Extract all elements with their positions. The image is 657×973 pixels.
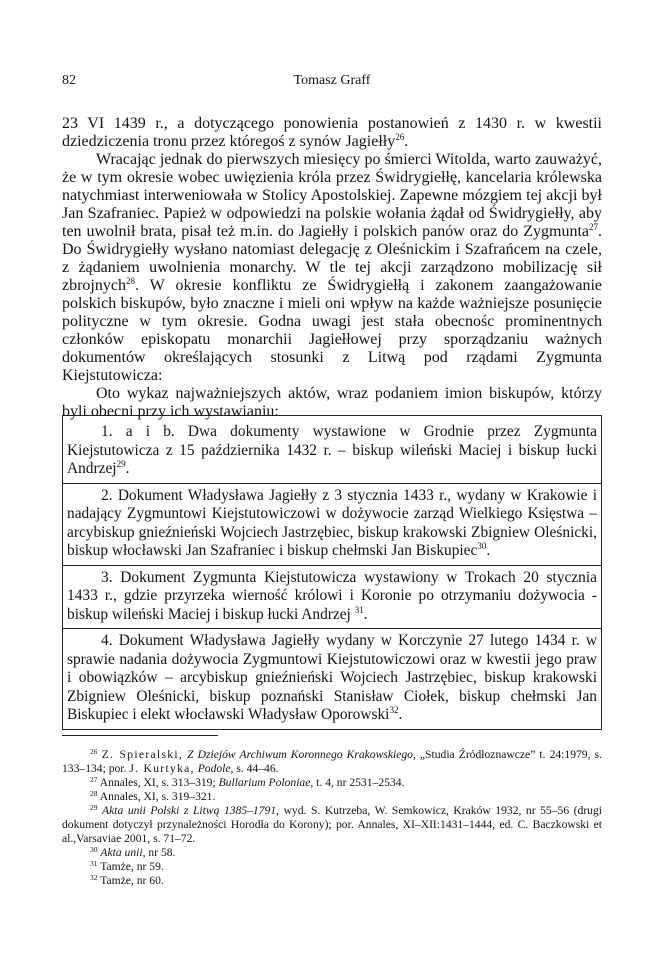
table-row: 1. a i b. Dwa dokumenty wystawione w Grodnie przez Zygmunta Kiejstutowicza z 15 października 1432 r. – biskup wileński Maciej i biskup łucki Andrzej$^{29}$. bbox=[67, 423, 597, 477]
page-number: 82 bbox=[62, 73, 76, 88]
footnote-separator bbox=[62, 735, 218, 736]
footnote-29: $^{29}$ Akta unii Polski z Litwą 1385–1791, wyd. S. Kutrzeba, W. Semkowicz, Kraków 1932, nr 55–56 (drugi dokument dotyczył przynależności Horodła do Korony); por. Annales, XI–XII:1431–1444, ed. C. Baczkowski et al.,Varsaviae 2001, s. 71–72. bbox=[62, 803, 602, 845]
footnote-26: $^{26}$ Z. Spieralski, Z Dziejów Archiwum Koronnego Krakowskiego, „Studia Źródłoznawcze” t. 24:1979, s. 133–134; por. J. Kurtyka, Podole, s. 44–46. bbox=[62, 747, 602, 775]
footnotes bbox=[62, 748, 602, 888]
footnote-28: $^{28}$ Annales, XI, s. 319–321. bbox=[90, 789, 216, 803]
footnote-ref[interactable]: 29 bbox=[116, 459, 126, 469]
paragraph-list-intro: Oto wykaz najważniejszych aktów, wraz podaniem imion biskupów, którzy byli obecni przy ich wystawianiu: bbox=[62, 385, 602, 420]
footnote-27: $^{27}$ Annales, XI, s. 313–319; Bullarium Poloniae, t. 4, nr 2531–2534. bbox=[90, 775, 405, 789]
footnote-31: $^{31}$ Tamże, nr 59. bbox=[90, 859, 164, 873]
running-head bbox=[62, 72, 602, 90]
footnote-ref[interactable]: 26 bbox=[395, 132, 405, 142]
footnote-ref[interactable]: 27 bbox=[589, 222, 598, 232]
footnote-30: $^{30}$ Akta unii, nr 58. bbox=[90, 845, 176, 859]
footnote-ref[interactable]: 30 bbox=[477, 541, 487, 551]
table-row: 4. Dokument Władysława Jagiełły wydany w Korczynie 27 lutego 1434 r. w sprawie nadania dożywocia Zygmuntowi Kiejstutowiczowi oraz w kwestii jego praw i obowiązków – arcybiskup gnieźnieński Wojciech Jastrzębiec, biskup krakowski Zbigniew Oleśnicki, biskup poznański Stanisław Ciołek, biskup chełmski Jan Biskupiec i elekt włocławski Władysław Oporowski$^{32}$. bbox=[63, 628, 601, 729]
paragraph-bishops: Wracając jednak do pierwszych miesięcy po śmierci Witolda, warto zauważyć, że w tym okresie wobec uwięzienia króla przez Świdrygiełłę, kancelaria królewska natychmiast interweniowała w Stolicy Apostolskiej. Zapewne mózgiem tej akcji był Jan Szafraniec. Papież w odpowiedzi na polskie wołania żądał od Świdrygiełły, aby ten uwolnił brata, pisał też m.in. do Jagiełły i polskich panów oraz do Zygmunta$^{27}$. Do Świdrygiełły wysłano natomiast delegację z Oleśnickim i Szafrańcem na czele, z żądaniem uwolnienia monarchy. W tle tej akcji zarządzono mobilizację sił zbrojnych$^{28}$. W okresie konfliktu ze Świdrygiełłą i zakonem zaangażowanie polskich biskupów, było znaczne i mieli oni wpływ na każde ważniejsze posunięcie polityczne w tym okresie. Godna uwagi jest stała obecnośc prominentnych członków episkopatu monarchii Jagiełłowej przy sporządzaniu ważnych dokumentów określających stosunki z Litwą pod rządami Zygmunta Kiejstutowicza: bbox=[62, 151, 602, 384]
footnote-ref[interactable]: 32 bbox=[389, 705, 399, 715]
table-row: 3. Dokument Zygmunta Kiejstutowicza wystawiony w Trokach 20 stycznia 1433 r., gdzie przyrzeka wierność królowi i Koronie po otrzymaniu dożywocia - biskup wileński Maciej i biskup łucki Andrzej $^{31}$. bbox=[63, 565, 601, 629]
body-text bbox=[62, 115, 602, 421]
footnote-ref[interactable]: 31 bbox=[354, 604, 364, 615]
footnote-32: $^{32}$ Tamże, nr 60. bbox=[90, 873, 164, 887]
table-row: 2. Dokument Władysława Jagiełły z 3 stycznia 1433 r., wydany w Krakowie i nadający Zygmuntowi Kiejstutowiczowi w dożywocie zarząd Wielkiego Księstwa – arcybiskup gnieźnieński Wojciech Jastrzębiec, biskup krakowski Zbigniew Oleśnicki, biskup włocławski Jan Szafraniec i biskup chełmski Jan Biskupiec$^{30}$. bbox=[63, 483, 601, 565]
paragraph-continuation: 23 VI 1439 r., a dotyczącego ponowienia postanowień z 1430 r. w kwestii dziedziczenia tronu przez któregoś z synów Jagiełły$^{26}$. bbox=[62, 115, 602, 150]
running-head-author: Tomasz Graff bbox=[293, 73, 371, 88]
footnote-ref[interactable]: 28 bbox=[125, 276, 135, 286]
documents-table bbox=[62, 415, 602, 730]
